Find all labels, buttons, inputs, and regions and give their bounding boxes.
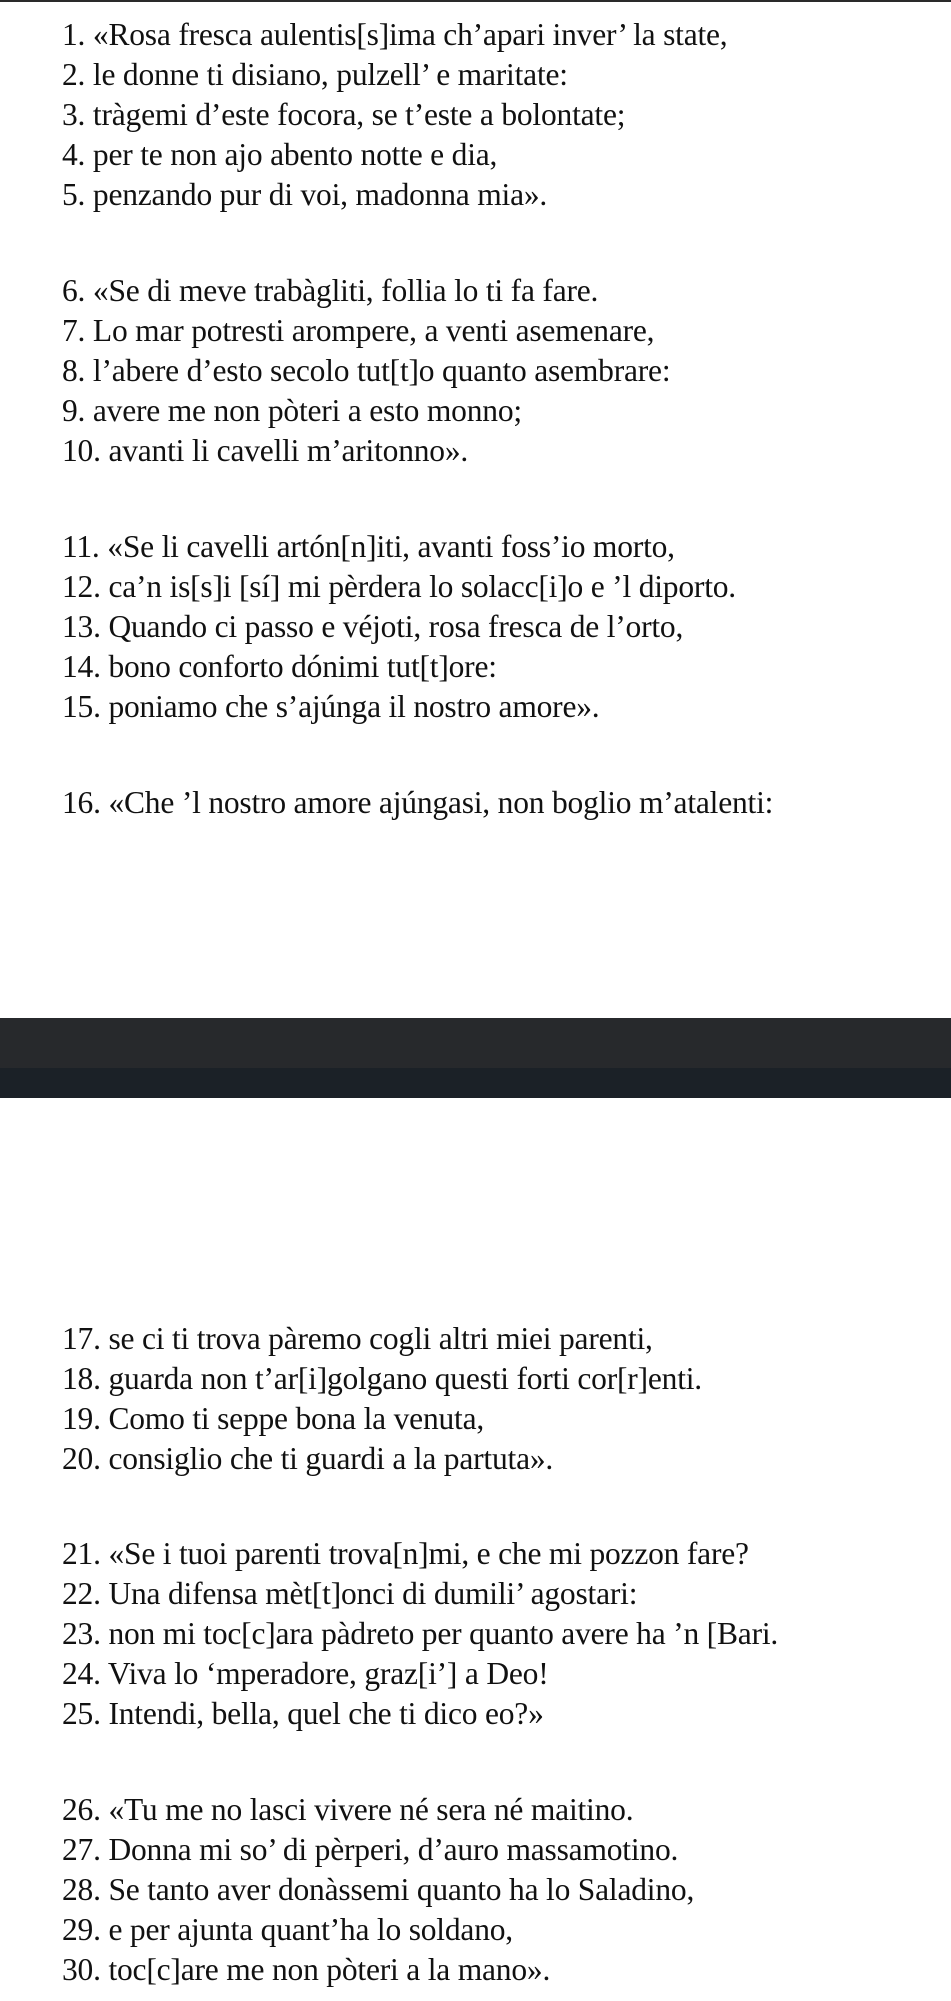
verse-line-26: 26. «Tu me no lasci vivere né sera né maitino. (62, 1792, 634, 1827)
verse-line-19: 19. Como ti seppe bona la venuta, (62, 1401, 485, 1436)
verse-line-3: 3. tràgemi d’este focora, se t’este a bolontate; (62, 97, 626, 132)
verse-line-10: 10. avanti li cavelli m’aritonno». (62, 433, 469, 468)
verse-line-18: 18. guarda non t’ar[i]golgano questi forti cor[r]enti. (62, 1361, 702, 1396)
verse-line-21: 21. «Se i tuoi parenti trova[n]mi, e che mi pozzon fare? (62, 1536, 749, 1571)
verse-line-29: 29. e per ajunta quant’ha lo soldano, (62, 1912, 513, 1947)
stanza-2 (62, 271, 942, 471)
verse-line-20: 20. consiglio che ti guardi a la partuta». (62, 1441, 554, 1476)
verse-line-22: 22. Una difensa mèt[t]onci di dumili’ agostari: (62, 1576, 638, 1611)
verse-line-7: 7. Lo mar potresti arompere, a venti asemenare, (62, 313, 655, 348)
verse-line-12: 12. ca’n is[s]i [sí] mi pèrdera lo solacc[i]o e ’l diporto. (62, 569, 736, 604)
verse-line-1: 1. «Rosa fresca aulentis[s]ima ch’apari inver’ la state, (62, 17, 728, 52)
verse-line-13: 13. Quando ci passo e véjoti, rosa fresca de l’orto, (62, 609, 684, 644)
verse-line-24: 24. Viva lo ‘mperadore, graz[i’] a Deo! (62, 1656, 549, 1691)
verse-line-25: 25. Intendi, bella, quel che ti dico eo?» (62, 1696, 544, 1731)
stanza-6 (62, 1534, 942, 1734)
verse-line-28: 28. Se tanto aver donàssemi quanto ha lo Saladino, (62, 1872, 695, 1907)
verse-line-27: 27. Donna mi so’ di pèrperi, d’auro massamotino. (62, 1832, 679, 1867)
verse-line-8: 8. l’abere d’esto secolo tut[t]o quanto asembrare: (62, 353, 671, 388)
stanza-3 (62, 527, 942, 727)
verse-line-30: 30. toc[c]are me non pòteri a la mano». (62, 1952, 551, 1987)
stanza-4 (62, 783, 942, 823)
verse-line-15: 15. poniamo che s’ajúnga il nostro amore». (62, 689, 600, 724)
stanza-5 (62, 1319, 942, 1479)
stanza-7 (62, 1790, 942, 1990)
verse-line-4: 4. per te non ajo abento notte e dia, (62, 137, 498, 172)
verse-line-16: 16. «Che ’l nostro amore ajúngasi, non boglio m’atalenti: (62, 785, 774, 820)
verse-line-11: 11. «Se li cavelli artón[n]iti, avanti foss’io morto, (62, 529, 675, 564)
verse-line-14: 14. bono conforto dónimi tut[t]ore: (62, 649, 497, 684)
stanza-1 (62, 15, 942, 215)
screenshot-divider-lower (0, 1068, 951, 1098)
poem-page-two (0, 1098, 951, 2001)
verse-line-2: 2. le donne ti disiano, pulzell’ e maritate: (62, 57, 568, 92)
verse-line-17: 17. se ci ti trova pàremo cogli altri miei parenti, (62, 1321, 653, 1356)
screenshot-divider (0, 1018, 951, 1098)
verse-line-5: 5. penzando pur di voi, madonna mia». (62, 177, 548, 212)
verse-line-6: 6. «Se di meve trabàgliti, follia lo ti fa fare. (62, 273, 599, 308)
verse-line-9: 9. avere me non pòteri a esto monno; (62, 393, 522, 428)
verse-line-23: 23. non mi toc[c]ara pàdreto per quanto avere ha ’n [Bari. (62, 1616, 779, 1651)
